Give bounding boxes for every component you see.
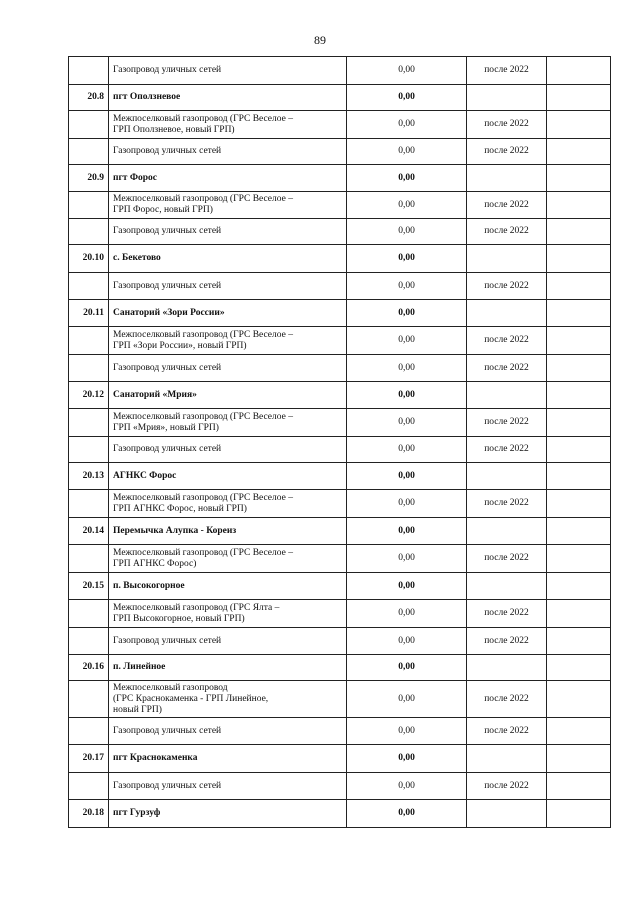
row-name: пгт Краснокаменка [109,745,347,773]
row-number: 20.14 [69,518,109,545]
row-value: 0,00 [347,139,467,165]
row-name: Газопровод уличных сетей [109,718,347,745]
row-name: Межпоселковый газопровод (ГРС Веселое – ГРП Оползневое, новый ГРП) [109,111,347,139]
row-number: 20.13 [69,463,109,490]
row-extra [547,245,611,273]
row-number [69,355,109,382]
table-row [69,57,611,85]
section-row [69,745,611,773]
table-row [69,355,611,382]
row-value: 0,00 [347,800,467,828]
row-extra [547,628,611,655]
row-name: Межпоселковый газопровод (ГРС Веселое – ГРП АГНКС Форос) [109,545,347,573]
row-name: Газопровод уличных сетей [109,57,347,85]
row-value: 0,00 [347,745,467,773]
row-number [69,111,109,139]
row-number [69,327,109,355]
row-value: 0,00 [347,300,467,327]
row-name: Газопровод уличных сетей [109,139,347,165]
row-name: Газопровод уличных сетей [109,628,347,655]
row-period [467,85,547,111]
row-name: Перемычка Алупка - Кореиз [109,518,347,545]
row-period [467,745,547,773]
row-extra [547,57,611,85]
table-row [69,111,611,139]
table-row [69,490,611,518]
table-row [69,718,611,745]
row-period [467,382,547,409]
row-number: 20.8 [69,85,109,111]
row-value: 0,00 [347,382,467,409]
row-period: после 2022 [467,139,547,165]
row-extra [547,165,611,192]
row-number [69,273,109,300]
row-name: Газопровод уличных сетей [109,437,347,463]
row-period [467,573,547,600]
row-extra [547,745,611,773]
table-row [69,409,611,437]
section-row [69,800,611,828]
row-period [467,518,547,545]
row-name: пгт Форос [109,165,347,192]
row-value: 0,00 [347,85,467,111]
row-extra [547,681,611,718]
row-number: 20.16 [69,655,109,681]
row-extra [547,800,611,828]
table-row [69,273,611,300]
row-period: после 2022 [467,219,547,245]
row-extra [547,518,611,545]
row-name: Межпоселковый газопровод (ГРС Веселое – ГРП Форос, новый ГРП) [109,192,347,219]
row-value: 0,00 [347,490,467,518]
row-value: 0,00 [347,245,467,273]
row-extra [547,600,611,628]
row-number: 20.10 [69,245,109,273]
row-name: пгт Гурзуф [109,800,347,828]
section-row [69,382,611,409]
row-number: 20.15 [69,573,109,600]
row-extra [547,85,611,111]
row-name: Газопровод уличных сетей [109,219,347,245]
row-name: Санаторий «Зори России» [109,300,347,327]
section-row [69,245,611,273]
row-number [69,437,109,463]
row-name: Межпоселковый газопровод (ГРС Веселое – ГРП АГНКС Форос, новый ГРП) [109,490,347,518]
row-name: Санаторий «Мрия» [109,382,347,409]
section-row [69,463,611,490]
row-extra [547,490,611,518]
table-row [69,600,611,628]
row-period: после 2022 [467,111,547,139]
row-extra [547,111,611,139]
row-name: Межпоселковый газопровод (ГРС Веселое – ГРП «Зори России», новый ГРП) [109,327,347,355]
page-number: 89 [314,33,326,47]
row-period: после 2022 [467,355,547,382]
row-extra [547,718,611,745]
row-extra [547,327,611,355]
row-value: 0,00 [347,681,467,718]
row-value: 0,00 [347,437,467,463]
table-row [69,545,611,573]
row-period [467,245,547,273]
row-number [69,600,109,628]
row-value: 0,00 [347,628,467,655]
row-extra [547,219,611,245]
row-period: после 2022 [467,681,547,718]
row-value: 0,00 [347,518,467,545]
row-value: 0,00 [347,545,467,573]
row-number: 20.18 [69,800,109,828]
row-period: после 2022 [467,628,547,655]
row-period: после 2022 [467,437,547,463]
row-number [69,219,109,245]
row-number [69,490,109,518]
row-value: 0,00 [347,718,467,745]
row-number: 20.12 [69,382,109,409]
row-value: 0,00 [347,57,467,85]
row-number: 20.11 [69,300,109,327]
row-period: после 2022 [467,273,547,300]
row-extra [547,773,611,800]
row-number [69,409,109,437]
row-value: 0,00 [347,355,467,382]
table-row [69,628,611,655]
row-number [69,681,109,718]
row-period: после 2022 [467,490,547,518]
row-extra [547,573,611,600]
section-row [69,655,611,681]
table-row [69,327,611,355]
table-row [69,192,611,219]
row-number: 20.9 [69,165,109,192]
row-value: 0,00 [347,773,467,800]
table-row [69,773,611,800]
row-value: 0,00 [347,655,467,681]
table-row [69,437,611,463]
row-value: 0,00 [347,409,467,437]
row-name: Межпоселковый газопровод (ГРС Краснокаменка - ГРП Линейное, новый ГРП) [109,681,347,718]
row-number [69,773,109,800]
table-row [69,139,611,165]
row-extra [547,545,611,573]
row-extra [547,409,611,437]
row-period [467,800,547,828]
row-period: после 2022 [467,57,547,85]
row-name: АГНКС Форос [109,463,347,490]
row-extra [547,139,611,165]
row-name: пгт Оползневое [109,85,347,111]
row-value: 0,00 [347,273,467,300]
table-row [69,219,611,245]
row-name: с. Бекетово [109,245,347,273]
row-period [467,165,547,192]
row-extra [547,437,611,463]
table-row [69,681,611,718]
row-name: п. Высокогорное [109,573,347,600]
table-body [69,57,611,828]
row-period [467,300,547,327]
row-value: 0,00 [347,165,467,192]
row-name: Газопровод уличных сетей [109,773,347,800]
section-row [69,165,611,192]
row-number [69,545,109,573]
row-name: Газопровод уличных сетей [109,355,347,382]
row-value: 0,00 [347,573,467,600]
row-period: после 2022 [467,409,547,437]
row-value: 0,00 [347,600,467,628]
section-row [69,300,611,327]
row-extra [547,355,611,382]
row-value: 0,00 [347,463,467,490]
row-number: 20.17 [69,745,109,773]
row-extra [547,300,611,327]
row-period [467,655,547,681]
row-value: 0,00 [347,111,467,139]
row-value: 0,00 [347,192,467,219]
row-value: 0,00 [347,327,467,355]
row-period: после 2022 [467,718,547,745]
row-extra [547,273,611,300]
row-extra [547,192,611,219]
row-extra [547,463,611,490]
row-period: после 2022 [467,192,547,219]
section-row [69,85,611,111]
section-row [69,573,611,600]
row-name: Газопровод уличных сетей [109,273,347,300]
row-number [69,192,109,219]
row-number [69,718,109,745]
row-name: п. Линейное [109,655,347,681]
row-extra [547,655,611,681]
row-period: после 2022 [467,327,547,355]
row-number [69,57,109,85]
row-name: Межпоселковый газопровод (ГРС Веселое – ГРП «Мрия», новый ГРП) [109,409,347,437]
row-period: после 2022 [467,545,547,573]
row-period: после 2022 [467,600,547,628]
row-name: Межпоселковый газопровод (ГРС Ялта – ГРП Высокогорное, новый ГРП) [109,600,347,628]
row-value: 0,00 [347,219,467,245]
row-period: после 2022 [467,773,547,800]
gas-pipeline-table [68,56,611,828]
row-number [69,139,109,165]
row-extra [547,382,611,409]
section-row [69,518,611,545]
row-period [467,463,547,490]
row-number [69,628,109,655]
